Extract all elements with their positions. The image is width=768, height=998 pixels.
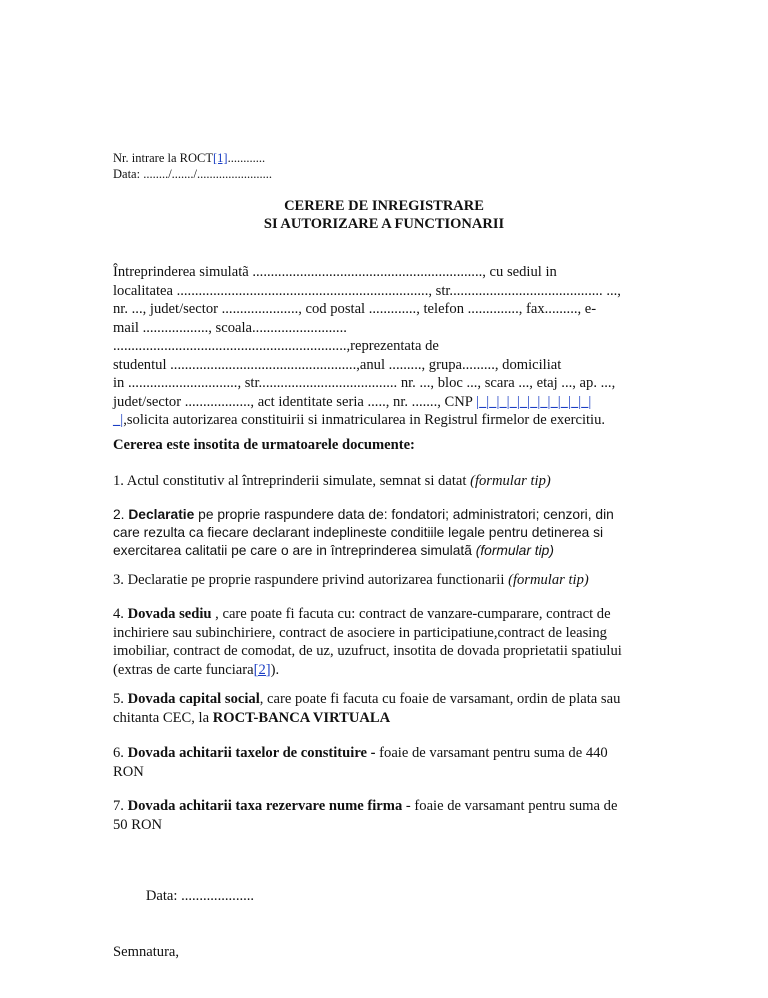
item-5-text: chitanta CEC, la [113,709,213,726]
item-4-text: (extras de carte funciara [113,661,254,678]
item-2-text: exercitarea calitatii pe care o are in întreprinderea simulatã [113,543,476,558]
intro-paragraph [113,263,658,430]
intro-line: Întreprinderea simulatã ..............................................................., cu sediul in [113,264,557,280]
document-item-1 [113,472,658,491]
item-4-number: 4. [113,606,128,622]
footnote-link-1[interactable]: [1] [212,151,228,165]
document-item-2 [113,506,658,560]
bank-name: ROCT-BANCA VIRTUALA [212,709,391,726]
item-4-text: , care poate fi facuta cu: contract de vanzare-cumparare, contract de [211,606,611,622]
request-text: ,solicita autorizarea constituirii si inmatricularea in Registrul firmelor de exercitiu. [123,412,606,428]
documents-heading: Cererea este insotita de urmatoarele documente: [113,437,415,453]
item-7-title: Dovada achitarii taxa rezervare nume firma [127,798,403,814]
item-6-text: RON [113,763,144,780]
registration-header [113,150,658,182]
item-2-text: pe proprie raspundere data de: fondatori; administratori; cenzori, din [194,507,614,522]
item-6-number: 6. [113,745,128,761]
item-5-number: 5. [113,691,128,707]
item-4-title: Dovada sediu [127,606,212,622]
item-2-text: care rezulta ca fiecare declarant indeplineste conditiile legale pentru detinerea si [113,525,604,540]
intro-line-cnp [113,393,658,412]
document-item-7 [113,797,658,834]
signature-date: Data: .................... [113,888,255,904]
item-2-tag: (formular tip) [475,543,554,558]
item-2-number: 2. [113,507,129,522]
item-4-text: inchiriere sau subinchiriere, contract de asociere in participatiune,contract de leasing [113,624,607,641]
entry-number-dots: ............ [227,151,266,165]
item-2-title: Declaratie [128,507,195,522]
item-1-tag: (formular tip) [470,473,551,489]
signature-label: Semnatura, [113,943,180,960]
item-4-text: ). [270,661,280,678]
document-item-4 [113,605,658,679]
cnp-cells: |_|_|_|_|_|_|_|_|_|_|_| [476,393,592,410]
document-item-6 [113,744,658,781]
intro-line-request [113,411,658,430]
item-5-title: Dovada capital social [127,691,260,707]
intro-line: localitatea ....................................................................., str.......................................... ..., [113,282,621,299]
entry-number-line [113,150,658,166]
item-5-text: , care poate fi facuta cu foaie de varsamant, ordin de plata sau [259,691,621,707]
cnp-label: judet/sector .................., act identitate seria ....., nr. ......., CNP [113,393,477,410]
document-item-3 [113,571,658,590]
item-4-text: imobiliar, contract de comodat, de uz, uzufruct, insotita de dovada proprietatii spatiului [113,643,622,659]
item-1-text: 1. Actul constitutiv al întreprinderii simulate, semnat si datat [113,473,471,489]
intro-line: ................................................................,reprezentata de [113,338,439,354]
item-3-text: 3. Declaratie pe proprie raspundere privind autorizarea functionarii [113,572,509,588]
item-7-text: 50 RON [113,816,163,833]
item-7-number: 7. [113,798,128,814]
title-line-2: SI AUTORIZARE A FUNCTIONARII [263,216,505,232]
intro-line: mail .................., scoala.......................... [113,319,347,336]
intro-line: in .............................., str...................................... nr. ..., bloc ..., scara ..., etaj ..., ap. ..., [113,375,616,391]
intro-line: nr. ..., judet/sector ....................., cod postal ............., telefon .............., fax........., e- [113,301,597,317]
footnote-link-2[interactable]: [2] [253,661,271,678]
item-7-text: - foaie de varsamant pentru suma de [402,798,618,814]
item-6-text: foaie de varsamant pentru suma de 440 [379,745,608,761]
document-item-5 [113,690,658,727]
title-line-1: CERERE DE INREGISTRARE [284,198,484,214]
item-3-tag: (formular tip) [508,572,589,588]
intro-line: studentul ...................................................,anul ........., grupa........., domiciliat [113,356,562,373]
item-6-title: Dovada achitarii taxelor de constituire - [127,745,380,761]
cnp-last-cell: _| [113,412,124,428]
entry-number-label: Nr. intrare la ROCT [113,151,213,165]
entry-date-line: Data: ......../......./........................ [113,167,273,181]
signature-block [113,850,658,998]
